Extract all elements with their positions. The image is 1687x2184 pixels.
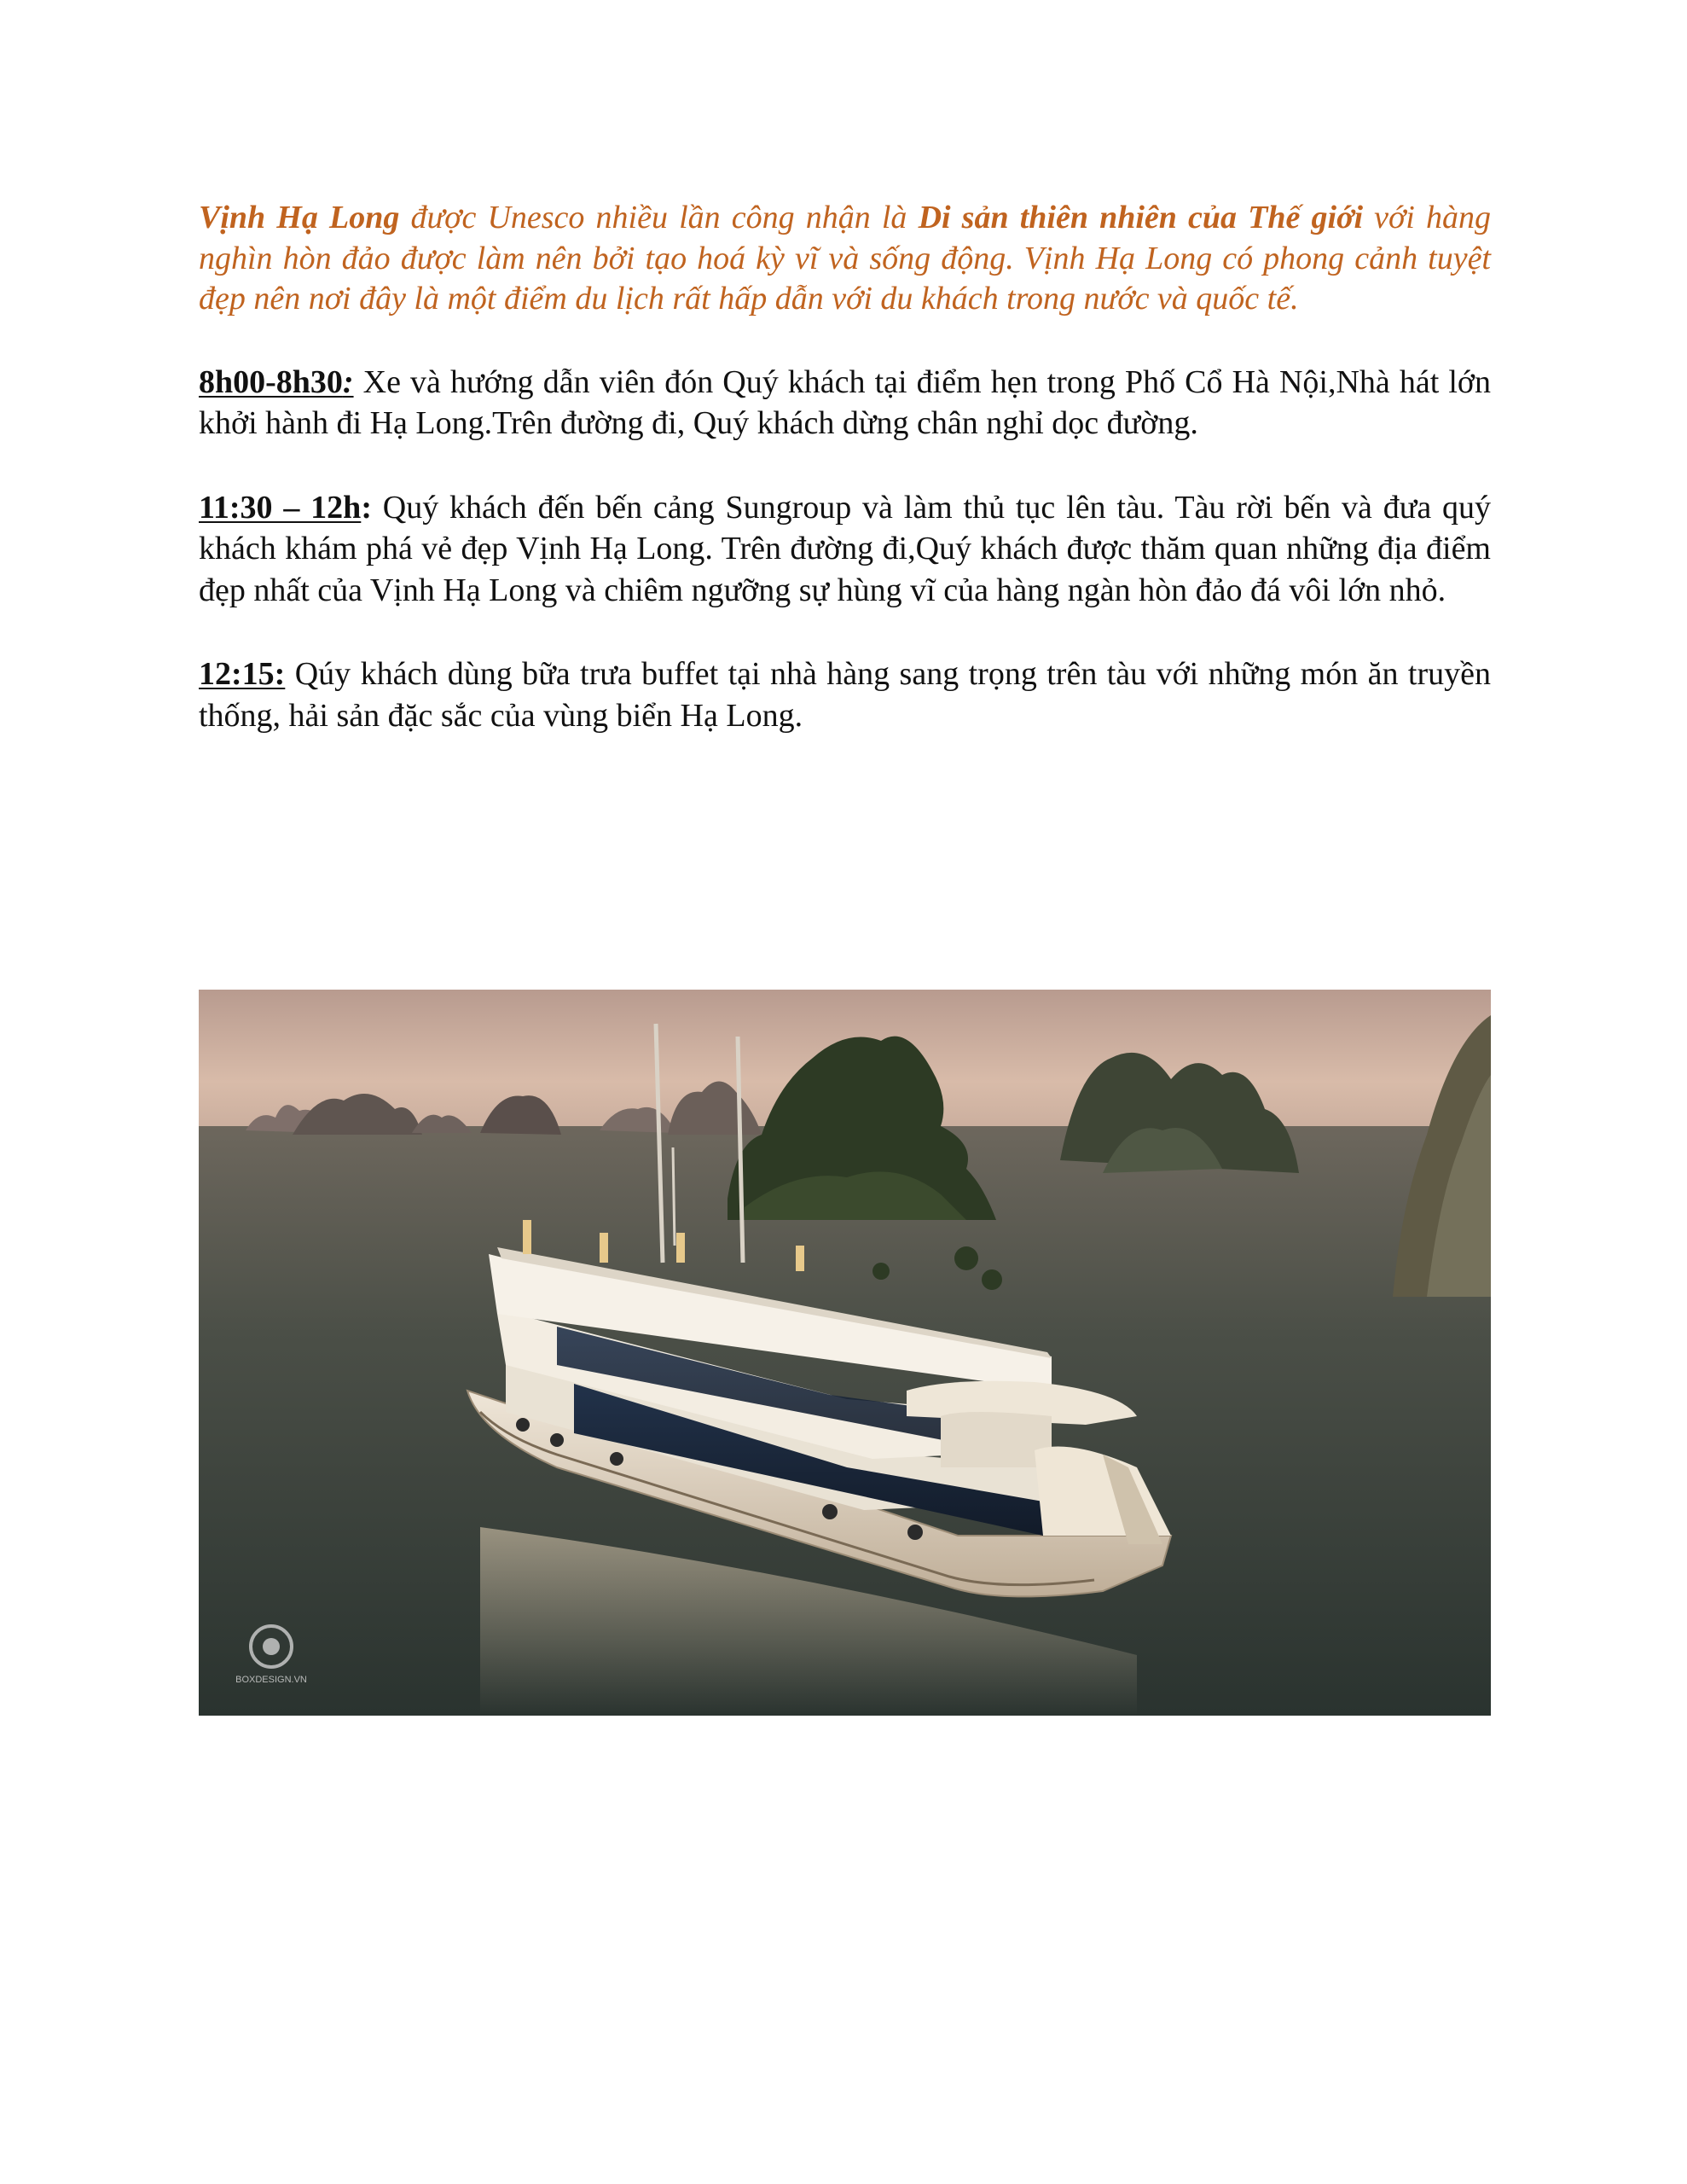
watermark-text: BOXDESIGN.VN [235,1675,307,1685]
cruise-ship-photo [199,990,1491,1716]
bay-cruise-illustration [199,990,1491,1716]
intro-text-2: với hàng nghìn hòn đảo được làm nên bởi tạo hoá kỳ vĩ và sống động. Vịnh Hạ Long có phong cảnh tuyệt đẹp nên nơi đây là một điểm du lịch rất hấp dẫn với du khách trong nước và quốc tế. [199,200,1491,317]
itinerary-time-2: 11:30 – 12h [199,489,362,526]
intro-paragraph [199,198,1491,320]
itinerary-text-1: Xe và hướng dẫn viên đón Quý khách tại điểm hẹn trong Phố Cổ Hà Nội,Nhà hát lớn khởi hành đi Hạ Long.Trên đường đi, Quý khách dừng chân nghỉ dọc đường. [199,363,1491,441]
itinerary-separator-2: : [361,489,372,526]
itinerary-time-1: 8h00-8h30 [199,363,343,400]
itinerary-time-3: 12:15: [199,656,286,692]
itinerary-item-3 [199,653,1491,736]
intro-text-1: được Unesco nhiều lần công nhận là [399,200,919,235]
document-content [199,198,1491,736]
intro-highlight-heritage: Di sản thiên nhiên của Thế giới [918,200,1364,235]
itinerary-item-1 [199,362,1491,444]
itinerary-separator-1: : [342,363,354,400]
itinerary-text-3: Qúy khách dùng bữa trưa buffet tại nhà hàng sang trọng trên tàu với những món ăn truyền thống, hải sản đặc sắc của vùng biển Hạ Long. [199,656,1491,734]
itinerary-item-2 [199,487,1491,612]
itinerary-text-2: Quý khách đến bến cảng Sungroup và làm thủ tục lên tàu. Tàu rời bến và đưa quý khách khám phá vẻ đẹp Vịnh Hạ Long. Trên đường đi,Quý khách được thăm quan những địa điểm đẹp nhất của Vịnh Hạ Long và chiêm ngưỡng sự hùng vĩ của hàng ngàn hòn đảo đá vôi lớn nhỏ. [199,489,1491,608]
intro-highlight-bay: Vịnh Hạ Long [199,200,400,235]
